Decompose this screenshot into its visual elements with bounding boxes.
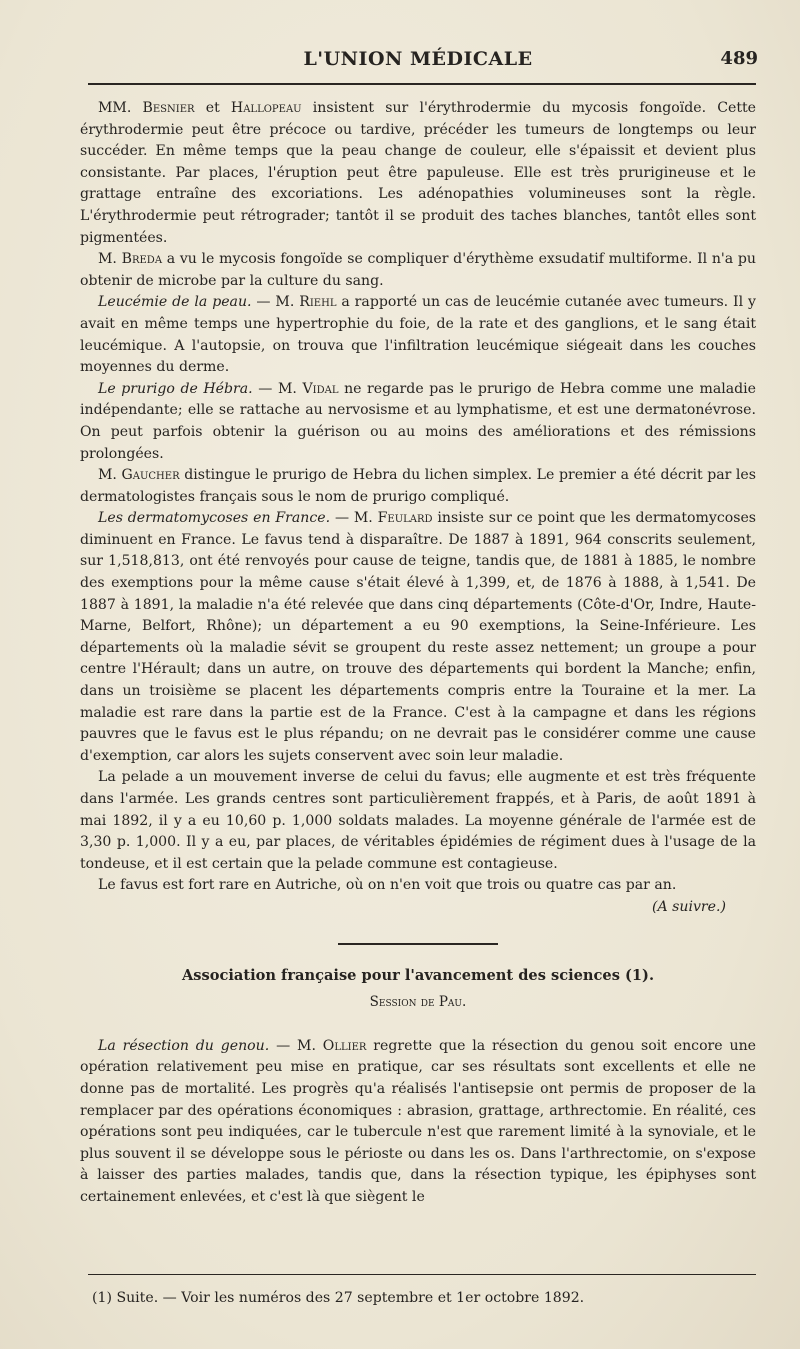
prefix-mm: MM. <box>98 100 132 116</box>
author-breda: Breda <box>121 251 163 268</box>
paragraph-feulard <box>80 508 756 767</box>
author-gaucher: Gaucher <box>121 467 180 484</box>
footnote: (1) Suite. — Voir les numéros des 27 septembre et 1er octobre 1892. <box>92 1290 585 1306</box>
dash-m: — M. <box>258 380 297 397</box>
author-feulard: Feulard <box>377 510 433 527</box>
paragraph-text: regrette que la résection du genou soit encore une opération relativement peu mise en pratique, car ses résultats sont excellents et elle ne donne pas de mortalité. Les progrès qu'a réalisés l'antisepsie ont permis de proposer de la remplacer par des opérations économiques : abrasion, grattage, arthrectomie. En réalité, ces opérations sont peu indiquées, car le tubercule n'est que rarement limité à la synoviale, et le plus souvent il se développe sous le périoste ou dans les os. Dans l'arthrectomie, on s'expose à laisser des parties malades, tandis que, dans la résection typique, les épiphyses sont certainement enlevées, et c'est là que siègent le <box>80 1037 756 1205</box>
paragraph-text: distingue le prurigo de Hebra du lichen simplex. Le premier a été décrit par les dermatologistes français sous le nom de prurigo compliqué. <box>80 467 757 505</box>
dash-m: — M. <box>334 510 373 527</box>
paragraph-text: a vu le mycosis fongoïde se compliquer d'érythème exsudatif multiforme. Il n'a pu obtenir de microbe par la culture du sang. <box>80 251 756 289</box>
paragraph-besnier-hallopeau <box>80 98 756 249</box>
author-riehl: Riehl <box>299 294 337 311</box>
subtopic-title: Le prurigo de Hébra. <box>98 380 253 397</box>
author-besnier: Besnier <box>142 100 195 116</box>
paragraph-breda <box>80 249 756 292</box>
running-title: L'UNION MÉDICALE <box>303 48 533 70</box>
to-be-continued: (A suivre.) <box>652 898 726 915</box>
author-hallopeau: Hallopeau <box>230 100 302 116</box>
section-subtitle: Session de Pau. <box>369 994 467 1011</box>
page-number: 489 <box>720 48 758 69</box>
paragraph-gaucher <box>80 465 756 508</box>
paragraph-riehl <box>80 292 756 378</box>
dash-m: — M. <box>256 294 295 311</box>
subtopic-title: La résection du genou. <box>98 1037 270 1054</box>
prefix-m: M. <box>98 467 117 484</box>
paragraph-ollier <box>80 1036 756 1209</box>
author-ollier: Ollier <box>322 1037 367 1054</box>
paragraph-text: insistent sur l'érythrodermie du mycosis fongoïde. Cette érythrodermie peut être précoce ou tardive, précéder les tumeurs de longtemps ou leur succéder. En même temps que la peau change de couleur, elle s'épaissit et devient plus consistante. Par places, l'éruption peut être papuleuse. Elle est très prurigineuse et le grattage entraîne des excoriations. Les adénopathies volumineuses sont la règle. L'érythrodermie peut rétrograder; tantôt il se produit des taches blanches, tantôt elles sont pigmentées. <box>80 100 757 246</box>
page-header <box>78 44 758 74</box>
dash-m: — M. <box>276 1037 316 1054</box>
subtopic-title: Les dermatomycoses en France. <box>98 510 331 527</box>
paragraph-text: ne regarde pas le prurigo de Hebra comme une maladie indépendante; elle se rattache au nervosisme et au lymphatisme, et est une dermatonévrose. On peut parfois obtenir la guérison ou au moins des améliorations et des rémissions prolongées. <box>80 380 757 462</box>
subtopic-title: Leucémie de la peau. <box>98 294 252 311</box>
prefix-m: M. <box>98 251 117 268</box>
section-title: Association française pour l'avancement des sciences (1). <box>181 966 655 984</box>
conjunction: et <box>205 100 220 116</box>
paragraph-favus-autriche: Le favus est fort rare en Autriche, où on n'en voit que trois ou quatre cas par an. <box>98 877 677 894</box>
paragraph-pelade: La pelade a un mouvement inverse de celui du favus; elle augmente et est très fréquente dans l'armée. Les grands centres sont particulièrement frappés, et à Paris, de août 1891 à mai 1892, il y a eu 10,60 p. 1,000 soldats malades. La moyenne générale de l'armée est de 3,30 p. 1,000. Il y a eu, par places, de véritables épidémies de régiment dues à l'usage de la tondeuse, et il est certain que la pelade commune est contagieuse. <box>80 769 756 872</box>
footnote-rule <box>88 1274 756 1275</box>
paragraph-text: insiste sur ce point que les dermatomycoses diminuent en France. Le favus tend à disparaître. De 1887 à 1891, 964 conscrits seulement, sur 1,518,813, ont été renvoyés pour cause de teigne, tandis que, de 1881 à 1885, le nombre des exemptions pour la même cause s'était élevé à 1,399, et, de 1876 à 1888, à 1,541. De 1887 à 1891, la maladie n'a été relevée que dans cinq départements (Côte-d'Or, Indre, Haute-Marne, Belfort, Rhône); un département a eu 90 exemptions, la Seine-Inférieure. Les départements où la maladie sévit se groupent du reste assez nettement; un groupe a pour centre l'Hérault; dans un autre, on trouve des départements qui bordent la Manche; enfin, dans un troisième se placent les départements compris entre la Touraine et la mer. La maladie est rare dans la partie est de la France. C'est à la campagne et dans les régions pauvres que le favus est le plus répandu; on ne devrait pas le considérer comme une cause d'exemption, car alors les sujets conservent avec soin leur maladie. <box>80 510 757 764</box>
paragraph-vidal <box>80 379 756 465</box>
header-rule <box>88 83 756 85</box>
article-body <box>80 98 756 1209</box>
author-vidal: Vidal <box>302 380 339 397</box>
section-divider <box>338 943 498 945</box>
paragraph-text: a rapporté un cas de leucémie cutanée avec tumeurs. Il y avait en même temps une hypertrophie du foie, de la rate et des ganglions, et le sang était leucémique. A l'autopsie, on trouva que l'infiltration leucémique siégeait dans les couches moyennes du derme. <box>80 294 756 376</box>
